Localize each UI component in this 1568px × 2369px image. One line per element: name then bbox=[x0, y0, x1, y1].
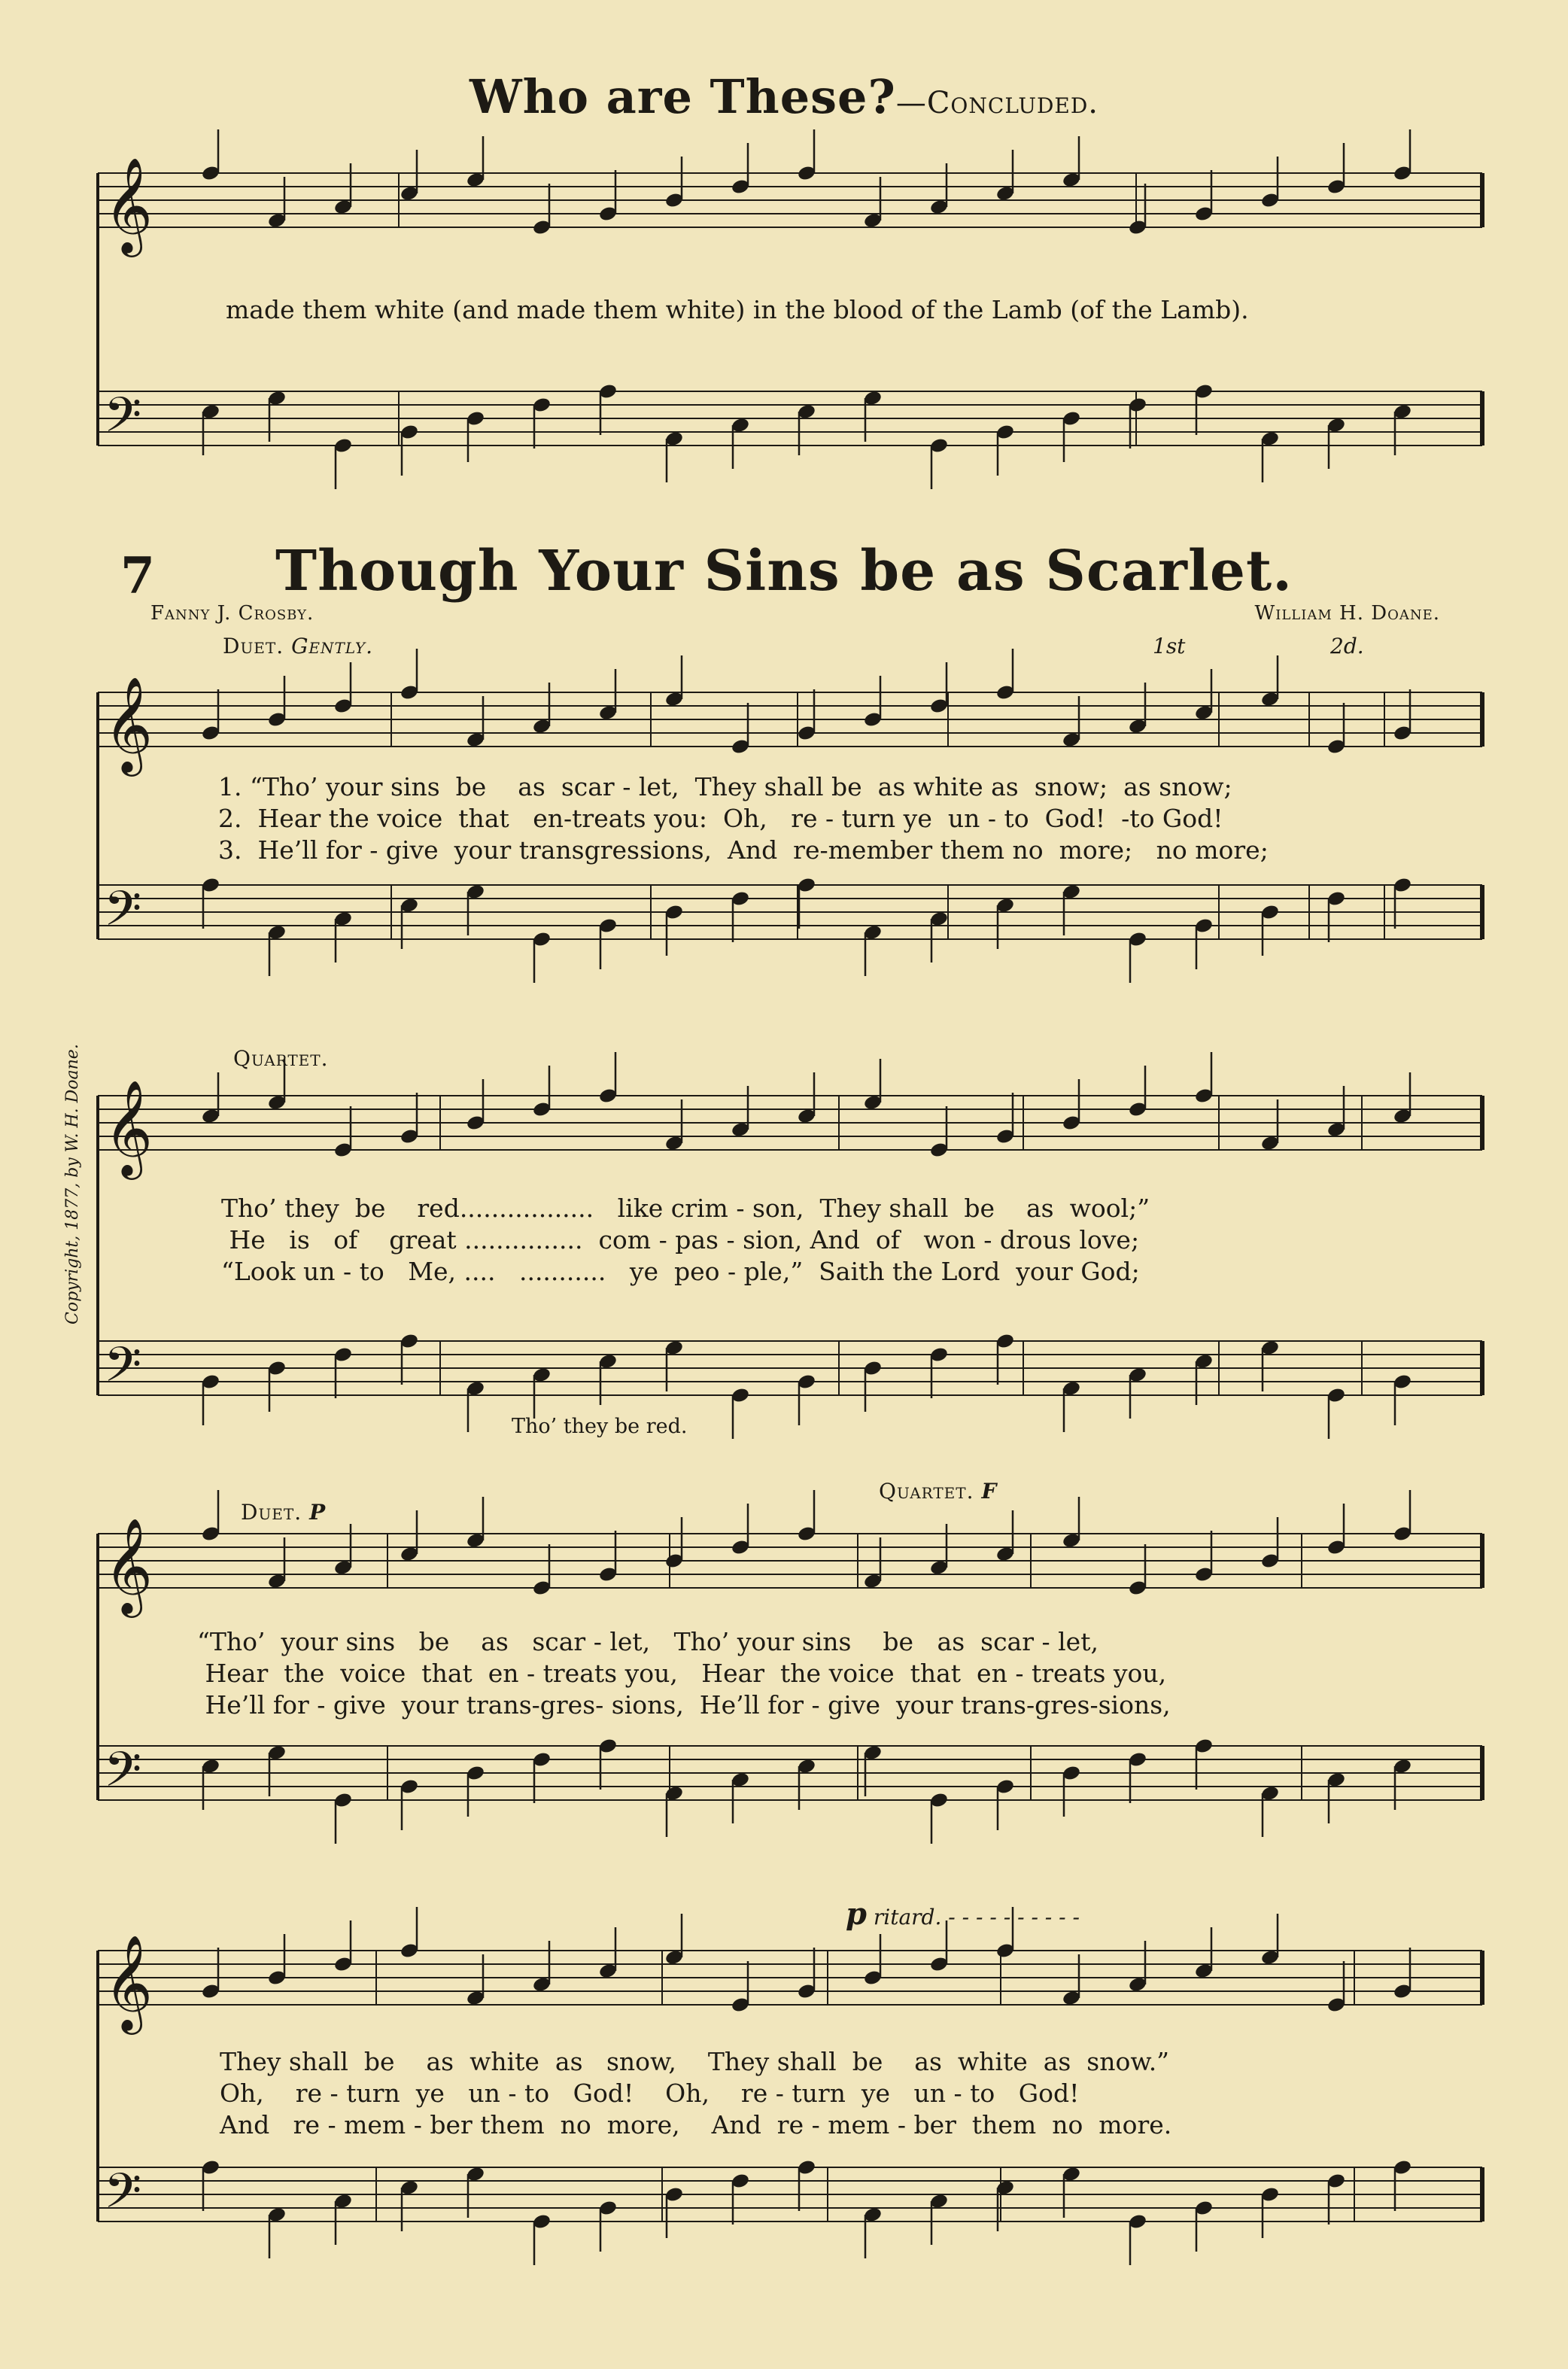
verse-line-2b: He is of great ............... com - pas - sion, And of won - drous love; bbox=[221, 1225, 1140, 1254]
hymn-title: Though Your Sins be as Scarlet. bbox=[275, 539, 1293, 604]
forte-dynamic: f bbox=[981, 1470, 998, 1506]
tempo-label: Gently. bbox=[291, 634, 373, 658]
concluded-title-main: Who are These? bbox=[469, 69, 896, 124]
verse-line-1c: “Tho’ your sins be as scar - let, Tho’ your sins be as scar - let, bbox=[197, 1627, 1099, 1656]
verse-line-3d: And re - mem - ber them no more, And re - mem - ber them no more. bbox=[220, 2110, 1172, 2139]
verse-line-3a: 3. He’ll for - give your transgressions, And re-member them no more; no more; bbox=[218, 835, 1269, 865]
bass-cue-text: Tho’ they be red. bbox=[512, 1415, 688, 1438]
lyricist-credit: Fanny J. Crosby. bbox=[150, 602, 315, 625]
copyright-notice: Copyright, 1877, by W. H. Doane. bbox=[63, 1044, 82, 1324]
verse-line-2a: 2. Hear the voice that en-treats you: Oh, re - turn ye un - to God! -to God! bbox=[218, 804, 1223, 833]
verse-line-3c: He’ll for - give your trans-gres- sions, He’ll for - give your trans-gres-sions, bbox=[197, 1690, 1171, 1720]
hymn-number: 7 bbox=[120, 546, 155, 605]
duet-label-2: Duet. bbox=[241, 1500, 302, 1525]
bass-clef-icon: 𝄢 bbox=[104, 881, 142, 949]
quartet-mark: Quartet. bbox=[233, 1046, 329, 1071]
concluded-title-suffix: —Concluded. bbox=[895, 86, 1099, 120]
duet-label: Duet. bbox=[223, 634, 284, 658]
verse-line-2d: Oh, re - turn ye un - to God! Oh, re - turn ye un - to God! bbox=[220, 2079, 1080, 2108]
second-ending-label: 2d. bbox=[1330, 634, 1364, 658]
treble-clef-icon: 𝄞 bbox=[104, 157, 153, 253]
composer-credit: William H. Doane. bbox=[1254, 602, 1440, 625]
treble-clef-icon: 𝄞 bbox=[104, 676, 153, 772]
treble-clef-icon: 𝄞 bbox=[104, 1079, 153, 1175]
bass-clef-icon: 𝄢 bbox=[104, 2164, 142, 2231]
bass-clef-icon: 𝄢 bbox=[104, 1337, 142, 1405]
verse-line-1d: They shall be as white as snow, They shall be as white as snow.” bbox=[220, 2047, 1170, 2076]
bass-clef-icon: 𝄢 bbox=[104, 1742, 142, 1810]
ritard-label: ritard. - - - - - - - - - - bbox=[873, 1905, 1080, 1930]
verse-line-1a: 1. “Tho’ your sins be as scar - let, They shall be as white as snow; as snow; bbox=[218, 772, 1232, 801]
verse-line-1b: Tho’ they be red................. like crim - son, They shall be as wool;” bbox=[221, 1194, 1150, 1223]
quartet-label-2: Quartet. bbox=[879, 1479, 974, 1504]
piano-dynamic: p bbox=[309, 1492, 327, 1527]
concluded-lyric-line: made them white (and made them white) in the blood of the Lamb (of the Lamb). bbox=[226, 295, 1249, 324]
first-ending-label: 1st bbox=[1153, 634, 1186, 658]
piano-dynamic-2: p bbox=[846, 1896, 867, 1932]
treble-clef-icon: 𝄞 bbox=[104, 1517, 153, 1613]
verse-line-3b: “Look un - to Me, .... ........... ye peo - ple,” Saith the Lord your God; bbox=[221, 1257, 1140, 1286]
bass-clef-icon: 𝄢 bbox=[104, 388, 142, 455]
verse-line-2c: Hear the voice that en - treats you, Hear the voice that en - treats you, bbox=[197, 1659, 1167, 1688]
treble-clef-icon: 𝄞 bbox=[104, 1934, 153, 2030]
